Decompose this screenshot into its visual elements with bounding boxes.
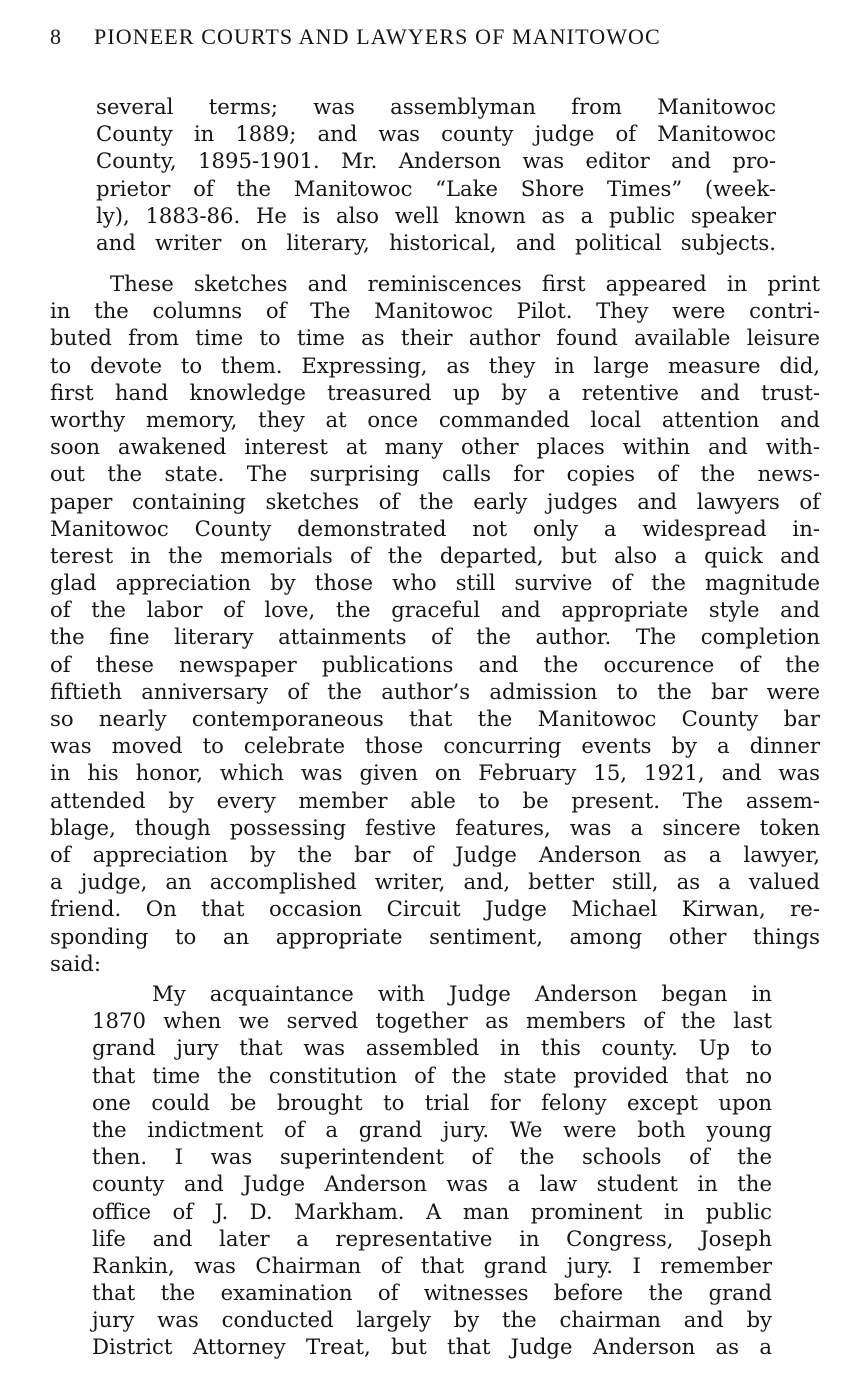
text-line: attended by every member able to be present. The assem-	[50, 787, 820, 813]
text-line: blage, though possessing festive features, was a sincere token	[50, 814, 820, 840]
text-line: terest in the memorials of the departed, but also a quick and	[50, 542, 820, 568]
text-line: fiftieth anniversary of the author’s admission to the bar were	[50, 678, 820, 704]
text-line: sponding to an appropriate sentiment, among other things	[50, 923, 820, 949]
text-line: friend. On that occasion Circuit Judge Michael Kirwan, re-	[50, 896, 820, 922]
text-line: and writer on literary, historical, and political subjects.	[96, 229, 776, 255]
quote-line: that time the constitution of the state provided that no	[92, 1062, 772, 1088]
text-line: of appreciation by the bar of Judge Anderson as a lawyer,	[50, 841, 820, 867]
paragraph-sketches	[50, 270, 820, 977]
quote-line: 1870 when we served together as members of the last	[92, 1008, 772, 1034]
text-line: several terms; was assemblyman from Manitowoc	[96, 94, 776, 119]
page-number: 8	[50, 24, 63, 49]
quote-line: Rankin, was Chairman of that grand jury. I remember	[92, 1252, 772, 1278]
quote-line: jury was conducted largely by the chairman and by	[92, 1307, 772, 1333]
quote-line: My acquaintance with Judge Anderson began in	[152, 981, 772, 1006]
text-line: to devote to them. Expressing, as they in large measure did,	[50, 352, 820, 378]
text-line: said:	[50, 950, 101, 976]
text-line: first hand knowledge treasured up by a retentive and trust-	[50, 379, 820, 405]
text-line: paper containing sketches of the early judges and lawyers of	[50, 488, 820, 514]
quote-line: District Attorney Treat, but that Judge Anderson as a	[92, 1334, 772, 1360]
text-line: was moved to celebrate those concurring events by a dinner	[50, 733, 820, 759]
quote-line: grand jury that was assembled in this county. Up to	[92, 1035, 772, 1061]
quote-line: then. I was superintendent of the schools of the	[92, 1144, 772, 1170]
paragraph-biography-continued	[96, 93, 776, 256]
quote-line: that the examination of witnesses before the grand	[92, 1280, 772, 1306]
text-line: so nearly contemporaneous that the Manitowoc County bar	[50, 706, 820, 731]
text-line: County in 1889; and was county judge of Manitowoc	[96, 121, 776, 147]
text-line: in his honor, which was given on February 15, 1921, and was	[50, 760, 820, 786]
text-line: a judge, an accomplished writer, and, better still, as a valued	[50, 869, 820, 895]
text-line: prietor of the Manitowoc “Lake Shore Times” (week-	[96, 175, 776, 201]
page-header	[50, 22, 770, 52]
text-line: out the state. The surprising calls for copies of the news-	[50, 461, 820, 487]
text-line: glad appreciation by those who still survive of the magnitude	[50, 570, 820, 596]
text-line: soon awakened interest at many other places within and with-	[50, 434, 820, 460]
quote-line: county and Judge Anderson was a law student in the	[92, 1171, 772, 1197]
quote-line: office of J. D. Markham. A man prominent in public	[92, 1198, 772, 1224]
quote-line: life and later a representative in Congress, Joseph	[92, 1225, 772, 1251]
text-line: in the columns of The Manitowoc Pilot. They were contri-	[50, 298, 820, 324]
text-line: of the labor of love, the graceful and appropriate style and	[50, 597, 820, 623]
text-line: These sketches and reminiscences first appeared in print	[110, 271, 820, 296]
text-line: County, 1895-1901. Mr. Anderson was editor and pro-	[96, 148, 776, 174]
running-title: PIONEER COURTS AND LAWYERS OF MANITOWOC	[94, 24, 661, 49]
quote-line: the indictment of a grand jury. We were both young	[92, 1116, 772, 1142]
text-line: worthy memory, they at once commanded local attention and	[50, 406, 820, 432]
quote-line: one could be brought to trial for felony except upon	[92, 1089, 772, 1115]
text-line: the fine literary attainments of the author. The completion	[50, 624, 820, 650]
text-line: Manitowoc County demonstrated not only a widespread in-	[50, 515, 820, 541]
text-line: buted from time to time as their author found available leisure	[50, 325, 820, 351]
text-line: ly), 1883-86. He is also well known as a public speaker	[96, 202, 776, 228]
block-quote-kirwan	[92, 980, 772, 1361]
text-line: of these newspaper publications and the occurence of the	[50, 651, 820, 677]
